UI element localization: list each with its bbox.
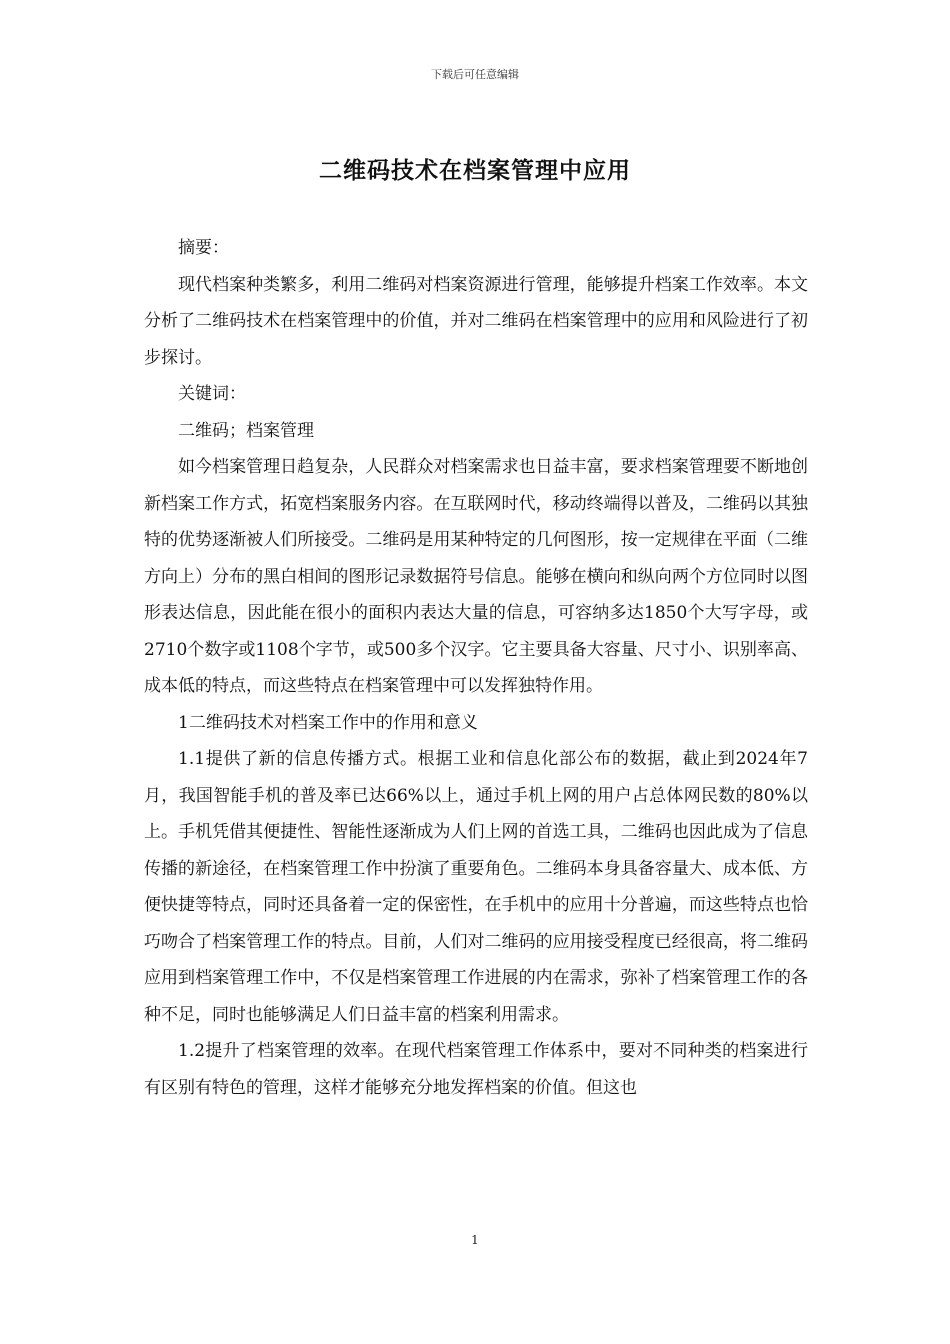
section-heading-1: 1二维码技术对档案工作中的作用和意义	[178, 712, 478, 733]
page-number: 1	[471, 1233, 479, 1247]
section-1-2-paragraph: 1.2提升了档案管理的效率。在现代档案管理工作体系中，要对不同种类的档案进行有区别有特色的管理，这样才能够充分地发挥档案的价值。但这也	[144, 1041, 808, 1098]
document-title: 二维码技术在档案管理中应用	[319, 157, 631, 184]
abstract-heading: 摘要：	[178, 238, 229, 258]
section-1-1-paragraph: 1.1提供了新的信息传播方式。根据工业和信息化部公布的数据，截止到2024年7月，我国智能手机的普及率已达66%以上，通过手机上网的用户占总体网民数的80%以上。手机凭借其便捷性、智能性逐渐成为人们上网的首选工具，二维码也因此成为了信息传播的新途径，在档案管理工作中扮演了重要角色。二维码本身具备容量大、成本低、方便快捷等特点，同时还具备着一定的保密性，在手机中的应用十分普遍，而这些特点也恰巧吻合了档案管理工作的特点。目前，人们对二维码的应用接受程度已经很高，将二维码应用到档案管理工作中，不仅是档案管理工作进展的内在需求，弥补了档案管理工作的各种不足，同时也能够满足人们日益丰富的档案利用需求。	[144, 749, 808, 1025]
abstract-paragraph: 现代档案种类繁多，利用二维码对档案资源进行管理，能够提升档案工作效率。本文分析了二维码技术在档案管理中的价值，并对二维码在档案管理中的应用和风险进行了初步探讨。	[144, 274, 808, 368]
keywords-heading: 关键词：	[178, 384, 246, 404]
document-body	[144, 230, 808, 1106]
keywords-paragraph: 二维码；档案管理	[178, 420, 314, 441]
header-note: 下载后可任意编辑	[431, 68, 519, 81]
intro-paragraph: 如今档案管理日趋复杂，人民群众对档案需求也日益丰富，要求档案管理要不断地创新档案工作方式，拓宽档案服务内容。在互联网时代，移动终端得以普及，二维码以其独特的优势逐渐被人们所接受。二维码是用某种特定的几何图形，按一定规律在平面（二维方向上）分布的黑白相间的图形记录数据符号信息。能够在横向和纵向两个方位同时以图形表达信息，因此能在很小的面积内表达大量的信息，可容纳多达1850个大写字母，或2710个数字或1108个字节，或500多个汉字。它主要具备大容量、尺寸小、识别率高、成本低的特点，而这些特点在档案管理中可以发挥独特作用。	[144, 457, 808, 696]
